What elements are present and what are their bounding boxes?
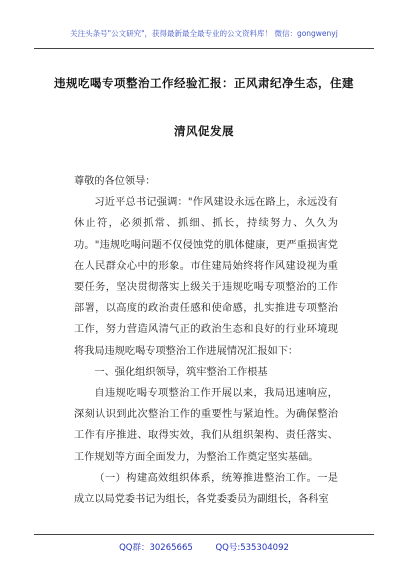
promo-header: 关注头条号"公文研究"，获得最新最全最专业的公文资料库！ 微信：gongwenyj [70,29,338,38]
header-divider [34,48,374,49]
document-title-line-1: 违规吃喝专项整治工作经验汇报：正风肃纪净生态，住建 [54,76,354,90]
qq-group: QQ群：30265665 [119,543,193,553]
document-title-line-2: 清风促发展 [174,124,234,138]
footer-divider [34,534,374,535]
body-paragraph: 自违规吃喝专项整治工作开展以来，我局迅速响应，深刻认识到此次整治工作的重要性与紧迫性。为确保整治工作有序推进、取得实效，我们从组织架构、责任落实、工作规划等方面全面发力，为整治工作奠定坚实基础。 [74,388,338,463]
qq-number: QQ号:535304092 [215,543,289,553]
salutation: 尊敬的各位领导： [74,176,156,187]
body-paragraph: 习近平总书记强调："作风建设永远在路上，永远没有休止符，必须抓常、抓细、抓长，持续努力、久久为功。"违规吃喝问题不仅侵蚀党的肌体健康，更严重损害党在人民群众心中的形象。市住建局始终将作风建设视为重要任务，坚决贯彻落实上级关于违规吃喝专项整治的工作部署，以高度的政治责任感和使命感，扎实推进专项整治工作，努力营造风清气正的政治生态和良好的行业环境现将我局违规吃喝专项整治工作进展情况汇报如下： [74,197,338,357]
section-heading: 一、强化组织领导，筑牢整治工作根基 [94,366,268,378]
footer-contact [0,541,408,553]
body-paragraph: （一）构建高效组织体系，统筹推进整治工作。一是成立以局党委书记为组长，各党委委员为副组长，各科室 [74,472,338,506]
document-body [74,171,338,510]
